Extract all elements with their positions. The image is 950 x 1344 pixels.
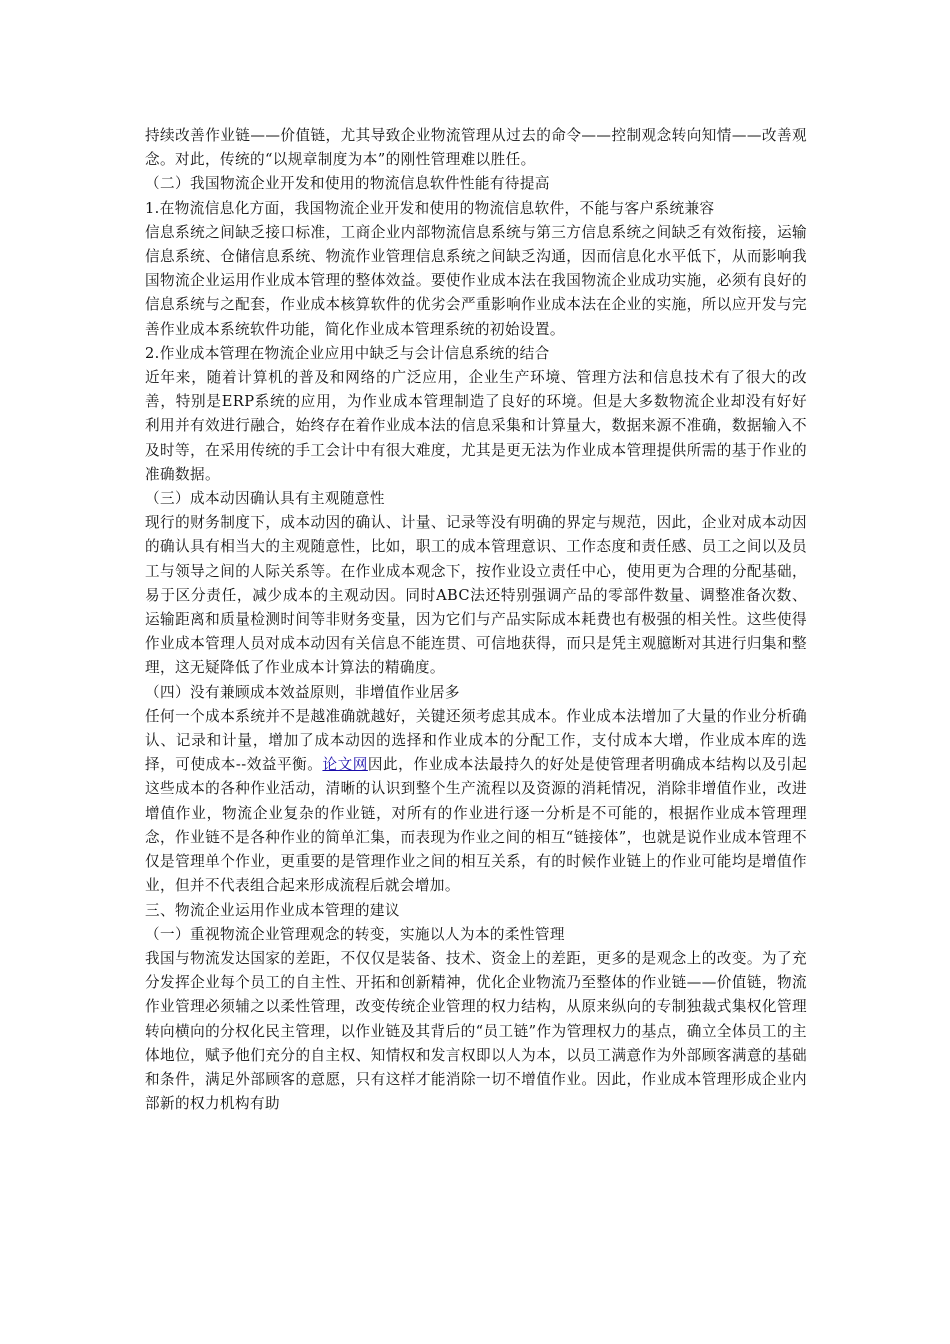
heading-section-2-4: （四）没有兼顾成本效益原则，非增值作业居多: [145, 683, 460, 701]
paragraph-info-systems: 信息系统之间缺乏接口标准，工商企业内部物流信息系统与第三方信息系统之间缺乏有效衔接，运输信息系统、仓储信息系统、物流作业管理信息系统之间缺乏沟通，因而信息化水平低下，从而影响我国物流企业运用作业成本管理的整体效益。要使作业成本法在我国物流企业成功实施，必须有良好的信息系统与之配套，作业成本核算软件的优劣会严重影响作业成本法在企业的实施，所以应开发与完善作业成本系统软件功能，简化作业成本管理系统的初始设置。: [145, 223, 807, 338]
lunwenwang-link[interactable]: 论文网: [322, 756, 368, 774]
subheading-item-2: 2.作业成本管理在物流企业应用中缺乏与会计信息系统的结合: [145, 344, 550, 362]
paragraph-cost-benefit-text-after: 因此，作业成本法最持久的好处是使管理者明确成本结构以及引起这些成本的各种作业活动，清晰的认识到整个生产流程以及资源的消耗情况，消除非增值作业，改进增值作业，物流企业复杂的作业链，对所有的作业进行逐一分析是不可能的，根据作业成本管理理念，作业链不是各种作业的简单汇集，而表现为作业之间的相互“链接体”，也就是说作业成本管理不仅是管理单个作业，更重要的是管理作业之间的相互关系，有的时候作业链上的作业可能均是增值作业，但并不代表组合起来形成流程后就会增加。: [145, 756, 807, 895]
heading-section-3-1: （一）重视物流企业管理观念的转变，实施以人为本的柔性管理: [145, 925, 565, 943]
paragraph-value-chain-intro: 持续改善作业链——价值链，尤其导致企业物流管理从过去的命令——控制观念转向知情——改善观念。对此，传统的“以规章制度为本”的刚性管理难以胜任。: [145, 127, 807, 169]
paragraph-erp: 近年来，随着计算机的普及和网络的广泛应用，企业生产环境、管理方法和信息技术有了很大的改善，特别是ERP系统的应用，为作业成本管理制造了良好的环境。但是大多数物流企业却没有好好利用并有效进行融合，始终存在着作业成本法的信息采集和计算量大，数据来源不准确，数据输入不及时等，在采用传统的手工会计中有很大难度，尤其是更无法为作业成本管理提供所需的基于作业的准确数据。: [145, 369, 807, 483]
paragraph-flexible-management: 我国与物流发达国家的差距，不仅仅是装备、技术、资金上的差距，更多的是观念上的改变。为了充分发挥企业每个员工的自主性、开拓和创新精神，优化企业物流乃至整体的作业链——价值链，物流作业管理必须辅之以柔性管理，改变传统企业管理的权力结构，从原来纵向的专制独裁式集权化管理转向横向的分权化民主管理，以作业链及其背后的“员工链”作为管理权力的基点，确立全体员工的主体地位，赋予他们充分的自主权、知情权和发言权即以人为本，以员工满意作为外部顾客满意的基础和条件，满足外部顾客的意愿，只有这样才能消除一切不增值作业。因此，作业成本管理形成企业内部新的权力机构有助: [145, 949, 807, 1113]
subheading-item-1: 1.在物流信息化方面，我国物流企业开发和使用的物流信息软件，不能与客户系统兼容: [145, 199, 715, 217]
heading-section-2-3: （三）成本动因确认具有主观随意性: [145, 490, 385, 508]
document-body: [145, 124, 807, 1116]
heading-section-2-2: （二）我国物流企业开发和使用的物流信息软件性能有待提高: [145, 175, 550, 193]
heading-section-3: 三、物流企业运用作业成本管理的建议: [145, 901, 400, 919]
paragraph-cost-benefit: [145, 705, 807, 899]
paragraph-cost-drivers: 现行的财务制度下，成本动因的确认、计量、记录等没有明确的界定与规范，因此，企业对成本动因的确认具有相当大的主观随意性，比如，职工的成本管理意识、工作态度和责任感、员工之间以及员工与领导之间的人际关系等。在作业成本观念下，按作业设立责任中心，使用更为合理的分配基础，易于区分责任，减少成本的主观动因。同时ABC法还特别强调产品的零部件数量、调整准备次数、运输距离和质量检测时间等非财务变量，因为它们与产品实际成本耗费也有极强的相关性。这些使得作业成本管理人员对成本动因有关信息不能连贯、可信地获得，而只是凭主观臆断对其进行归集和整理，这无疑降低了作业成本计算法的精确度。: [145, 514, 807, 677]
paragraph-cost-benefit-text-before: 任何一个成本系统并不是越准确就越好，关键还须考虑其成本。作业成本法增加了大量的作业分析确认、记录和计量，增加了成本动因的选择和作业成本的分配工作，支付成本大增，作业成本库的选择，可使成本--效益平衡。: [145, 707, 807, 774]
